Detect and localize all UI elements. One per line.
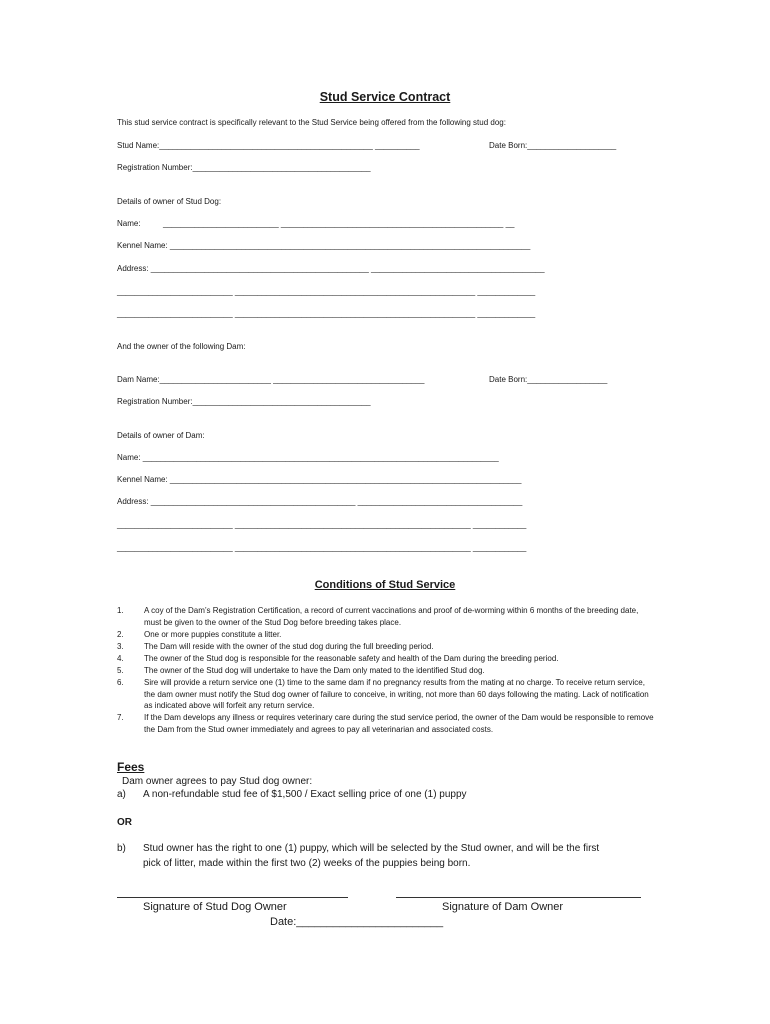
dam-owner-heading: Details of owner of Dam: [117, 431, 205, 440]
condition-item [117, 605, 657, 629]
stud-owner-address-line[interactable]: __________________________ ______________________________________________________ _____________ [117, 309, 536, 318]
dam-date-born-field[interactable]: Date Born:__________________ [489, 375, 608, 384]
fee-option-b-label: b) [117, 843, 126, 854]
dam-owner-name-field[interactable]: Name: ________________________________________________________________________________ [117, 453, 499, 462]
condition-item [117, 677, 657, 712]
condition-text: The owner of the Stud dog will undertake to have the Dam only mated to the identified Stud dog. [144, 666, 485, 675]
stud-name-field[interactable]: Stud Name:________________________________________________ __________ [117, 141, 420, 150]
condition-item [117, 641, 657, 653]
stud-date-born-field[interactable]: Date Born:____________________ [489, 141, 617, 150]
stud-owner-signature-label: Signature of Stud Dog Owner [143, 901, 287, 913]
dam-owner-kennel-field[interactable]: Kennel Name: _______________________________________________________________________________ [117, 475, 522, 484]
signature-date-field[interactable]: Date:________________________ [270, 916, 444, 928]
condition-text: One or more puppies constitute a litter. [144, 630, 282, 639]
dam-name-field[interactable]: Dam Name:_________________________ __________________________________ [117, 375, 425, 384]
intro-text: This stud service contract is specifically relevant to the Stud Service being offered from the following stud dog: [117, 118, 506, 127]
conditions-title: Conditions of Stud Service [314, 579, 456, 591]
fees-heading: Fees [117, 760, 145, 774]
fees-or: OR [117, 817, 132, 828]
condition-item [117, 712, 657, 747]
dam-owner-signature-label: Signature of Dam Owner [442, 901, 564, 913]
condition-number: 6. [117, 678, 124, 687]
stud-owner-name-field[interactable]: __________________________ __________________________________________________ __ [163, 219, 515, 228]
condition-text: The Dam will reside with the owner of the stud dog during the full breeding period. [144, 642, 434, 651]
dam-owner-address-line[interactable]: __________________________ _____________________________________________________ ____________ [117, 543, 527, 552]
stud-owner-address-line[interactable]: __________________________ ______________________________________________________ _____________ [117, 287, 536, 296]
fees-intro: Dam owner agrees to pay Stud dog owner: [122, 776, 313, 787]
fee-option-a-text: A non-refundable stud fee of $1,500 / Exact selling price of one (1) puppy [143, 789, 467, 800]
condition-number: 7. [117, 713, 124, 722]
stud-owner-address-field[interactable]: Address: _________________________________________________ _______________________________________ [117, 264, 545, 273]
stud-owner-signature-line[interactable] [117, 897, 348, 898]
condition-number: 5. [117, 666, 124, 675]
condition-text: Sire will provide a return service one (1) time to the same dam if no pregnancy results from the mating at no charge. To receive return service, the dam owner must notify the Stud dog owner of failure to conceive, in writing, not more than 60 days following the mating. Lack of notification as indicated above will forfeit any return service. [144, 678, 649, 710]
condition-item [117, 629, 657, 641]
condition-number: 3. [117, 642, 124, 651]
condition-number: 1. [117, 606, 124, 615]
fee-option-b-text: Stud owner has the right to one (1) puppy, which will be selected by the Stud owner, and will be the first [143, 843, 600, 854]
dam-registration-field[interactable]: Registration Number:________________________________________ [117, 397, 371, 406]
stud-registration-field[interactable]: Registration Number:________________________________________ [117, 163, 371, 172]
condition-text: A coy of the Dam’s Registration Certification, a record of current vaccinations and proof of de-worming within 6 months of the breeding date, must be given to the owner of the Stud Dog before breeding takes place. [144, 606, 639, 627]
condition-number: 2. [117, 630, 124, 639]
fee-option-b-text: pick of litter, made within the first two (2) weeks of the puppies being born. [143, 858, 471, 869]
stud-owner-name-label: Name: [117, 219, 141, 228]
condition-text: The owner of the Stud dog is responsible for the reasonable safety and health of the Dam during the breeding period. [144, 654, 559, 663]
dam-owner-address-field[interactable]: Address: ______________________________________________ _____________________________________ [117, 497, 523, 506]
dam-owner-address-line[interactable]: __________________________ _____________________________________________________ ____________ [117, 520, 527, 529]
fee-option-a-label: a) [117, 789, 126, 800]
condition-text: If the Dam develops any illness or requires veterinary care during the stud service period, the owner of the Dam would be responsible to remove the Dam from the Stud owner immediately and agrees to pay all veterinarian and associated costs. [144, 713, 654, 734]
condition-number: 4. [117, 654, 124, 663]
stud-owner-heading: Details of owner of Stud Dog: [117, 197, 222, 206]
dam-intro: And the owner of the following Dam: [117, 342, 246, 351]
dam-owner-signature-line[interactable] [396, 897, 641, 898]
condition-item [117, 653, 657, 665]
document-title: Stud Service Contract [319, 90, 451, 104]
condition-item [117, 665, 657, 677]
stud-owner-kennel-field[interactable]: Kennel Name: _________________________________________________________________________________ [117, 241, 531, 250]
